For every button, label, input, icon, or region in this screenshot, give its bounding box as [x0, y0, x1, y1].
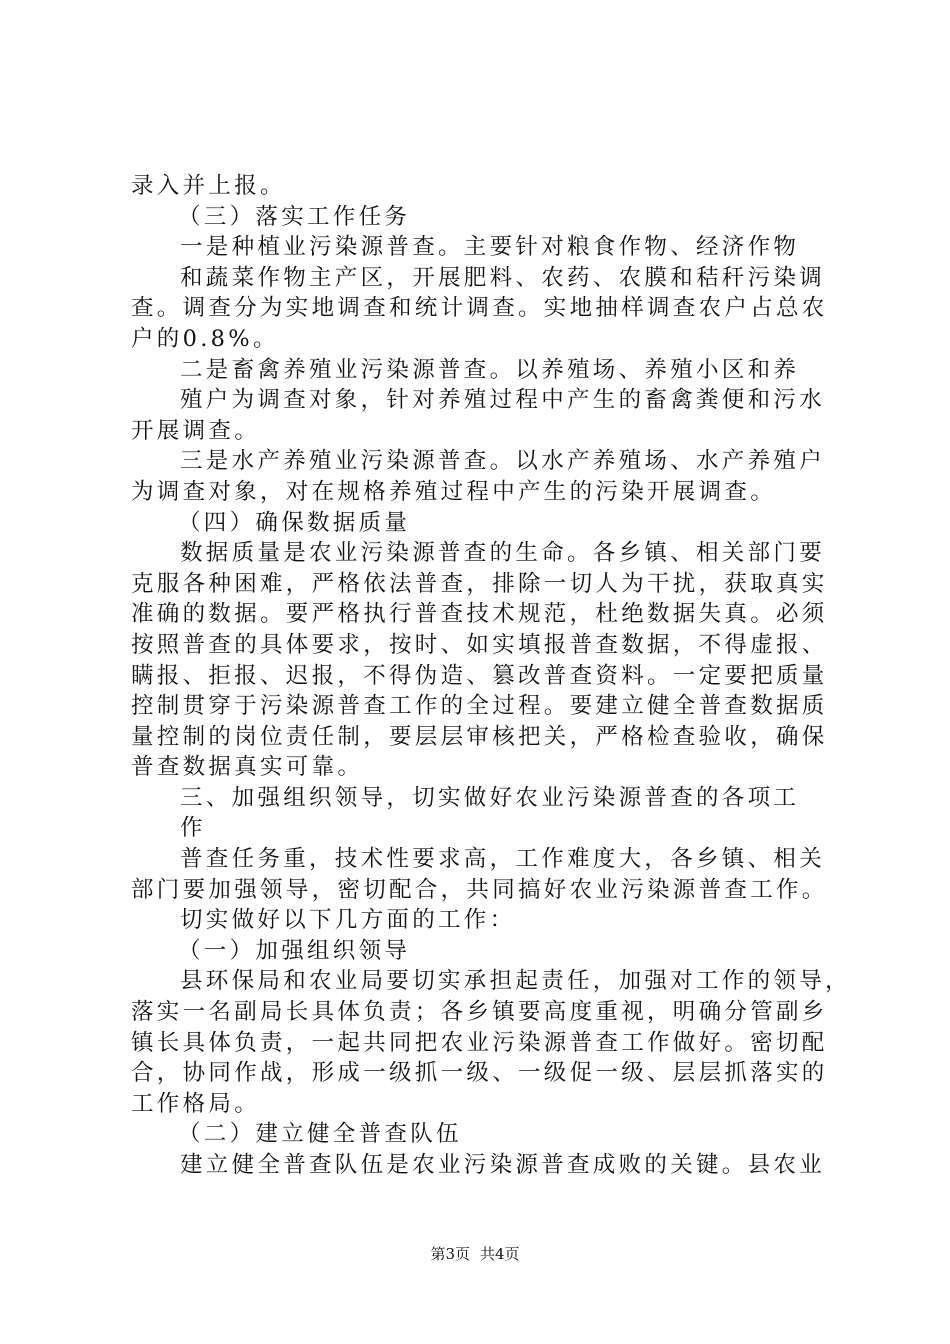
- text-line: 录入并上报。: [131, 173, 286, 199]
- text-line: 建立健全普查队伍是农业污染源普查成败的关键。县农业: [180, 1152, 826, 1178]
- text-line: 三是水产养殖业污染源普查。以水产养殖场、水产养殖户: [180, 448, 826, 475]
- total-pages: 共4页: [480, 1245, 520, 1263]
- text-line: 普查任务重，技术性要求高，工作难度大，各乡镇、相关: [180, 846, 826, 873]
- page-footer: [0, 1244, 950, 1264]
- text-line: 按照普查的具体要求，按时、如实填报普查数据，不得虚报、: [131, 631, 828, 658]
- text-line: 数据质量是农业污染源普查的生命。各乡镇、相关部门要: [180, 540, 826, 567]
- text-line: （三）落实工作任务: [178, 203, 411, 230]
- text-line: 普查数据真实可靠。: [131, 754, 364, 781]
- page-number: 第3页: [430, 1245, 470, 1263]
- text-line: 二是畜禽养殖业污染源普查。以养殖场、养殖小区和养: [180, 356, 800, 383]
- text-line: 殖户为调查对象，针对养殖过程中产生的畜禽粪便和污水: [180, 387, 826, 414]
- text-line: 作: [180, 815, 206, 842]
- text-line: 查。调查分为实地调查和统计调查。实地抽样调查农户占总农: [131, 295, 828, 322]
- text-line: 县环保局和农业局要切实承担起责任，加强对工作的领导，: [180, 968, 851, 995]
- text-line: （一）加强组织领导: [178, 937, 411, 964]
- text-line: （二）建立健全普查队伍: [178, 1121, 462, 1148]
- text-line: 控制贯穿于污染源普查工作的全过程。要建立健全普查数据质: [131, 693, 828, 720]
- text-line: 量控制的岗位责任制，要层层审核把关，严格检查验收，确保: [131, 723, 828, 750]
- text-line: 准确的数据。要严格执行普查技术规范，杜绝数据失真。必须: [131, 601, 828, 628]
- text-line: 合，协同作战，形成一级抓一级、一级促一级、层层抓落实的: [131, 1060, 828, 1087]
- text-line: 工作格局。: [131, 1090, 261, 1117]
- text-line: 和蔬菜作物主产区，开展肥料、农药、农膜和秸秆污染调: [180, 264, 826, 291]
- text-line: 户的0.8%。: [131, 325, 279, 352]
- text-line: 落实一名副局长具体负责；各乡镇要高度重视，明确分管副乡: [131, 999, 828, 1026]
- document-body: [131, 171, 851, 1181]
- text-line: 一是种植业污染源普查。主要针对粮食作物、经济作物: [180, 234, 800, 261]
- text-line: 瞒报、拒报、迟报，不得伪造、篡改普查资料。一定要把质量: [131, 662, 828, 689]
- text-line: 三、加强组织领导，切实做好农业污染源普查的各项工: [180, 784, 800, 811]
- text-line: 克服各种困难，严格依法普查，排除一切人为干扰，获取真实: [131, 570, 828, 597]
- text-line: 切实做好以下几方面的工作：: [180, 907, 516, 934]
- text-line: （四）确保数据质量: [178, 509, 411, 536]
- text-line: 开展调查。: [131, 417, 261, 444]
- text-line: 部门要加强领导，密切配合，共同搞好农业污染源普查工作。: [131, 876, 828, 903]
- text-line: 为调查对象，对在规格养殖过程中产生的污染开展调查。: [131, 478, 777, 505]
- text-line: 镇长具体负责，一起共同把农业污染源普查工作做好。密切配: [131, 1029, 828, 1056]
